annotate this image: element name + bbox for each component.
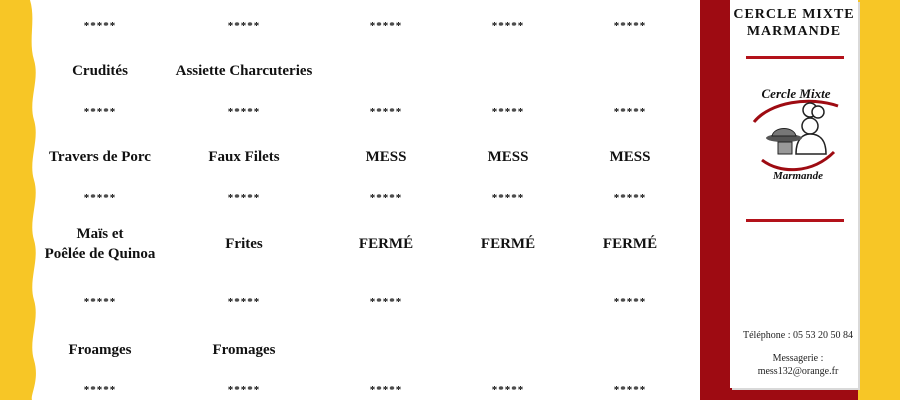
menu-item: FERMÉ — [358, 236, 414, 252]
logo-text-top: Cercle Mixte — [761, 86, 831, 101]
menu-item: Fromages — [212, 342, 276, 358]
separator-stars: ***** — [491, 192, 525, 204]
separator-stars: ***** — [369, 296, 403, 308]
separator-stars: ***** — [491, 20, 525, 32]
divider-bottom — [746, 219, 844, 222]
separator-stars: ***** — [369, 192, 403, 204]
separator-stars: ***** — [613, 106, 647, 118]
menu-item: Faux Filets — [208, 149, 280, 165]
phone-number: Téléphone : 05 53 20 50 84 — [743, 330, 853, 341]
menu-item: Assiette Charcuteries — [175, 63, 313, 79]
separator-stars: ***** — [83, 384, 117, 396]
separator-stars: ***** — [83, 296, 117, 308]
separator-stars: ***** — [613, 384, 647, 396]
separator-stars: ***** — [227, 296, 261, 308]
messaging-label: Messagerie : — [772, 353, 824, 364]
separator-stars: ***** — [613, 192, 647, 204]
separator-stars: ***** — [491, 106, 525, 118]
menu-item: MESS — [365, 149, 407, 165]
separator-stars: ***** — [83, 192, 117, 204]
logo-text-bottom: Marmande — [772, 170, 824, 182]
separator-stars: ***** — [227, 384, 261, 396]
separator-stars: ***** — [369, 20, 403, 32]
menu-item: Crudités — [72, 63, 128, 79]
menu-item: Travers de Porc — [49, 149, 151, 165]
separator-stars: ***** — [369, 384, 403, 396]
messaging-email: mess132@orange.fr — [757, 366, 839, 377]
separator-stars: ***** — [83, 106, 117, 118]
menu-item: Maïs et Poêlée de Quinoa — [44, 226, 156, 262]
menu-item: Frites — [225, 236, 263, 252]
separator-stars: ***** — [491, 384, 525, 396]
organization-title-line1: CERCLE MIXTE — [733, 7, 855, 22]
organization-title — [730, 6, 858, 40]
separator-stars: ***** — [83, 20, 117, 32]
separator-stars: ***** — [613, 296, 647, 308]
organization-title-line2: MARMANDE — [746, 24, 842, 39]
menu-item: FERMÉ — [480, 236, 536, 252]
menu-item: MESS — [487, 149, 529, 165]
separator-stars: ***** — [227, 20, 261, 32]
chef-logo — [750, 82, 842, 182]
divider-top — [746, 56, 844, 59]
separator-stars: ***** — [613, 20, 647, 32]
menu-item: FERMÉ — [602, 236, 658, 252]
separator-stars: ***** — [227, 106, 261, 118]
menu-item: Froamges — [68, 342, 132, 358]
menu-item: MESS — [609, 149, 651, 165]
separator-stars: ***** — [227, 192, 261, 204]
separator-stars: ***** — [369, 106, 403, 118]
